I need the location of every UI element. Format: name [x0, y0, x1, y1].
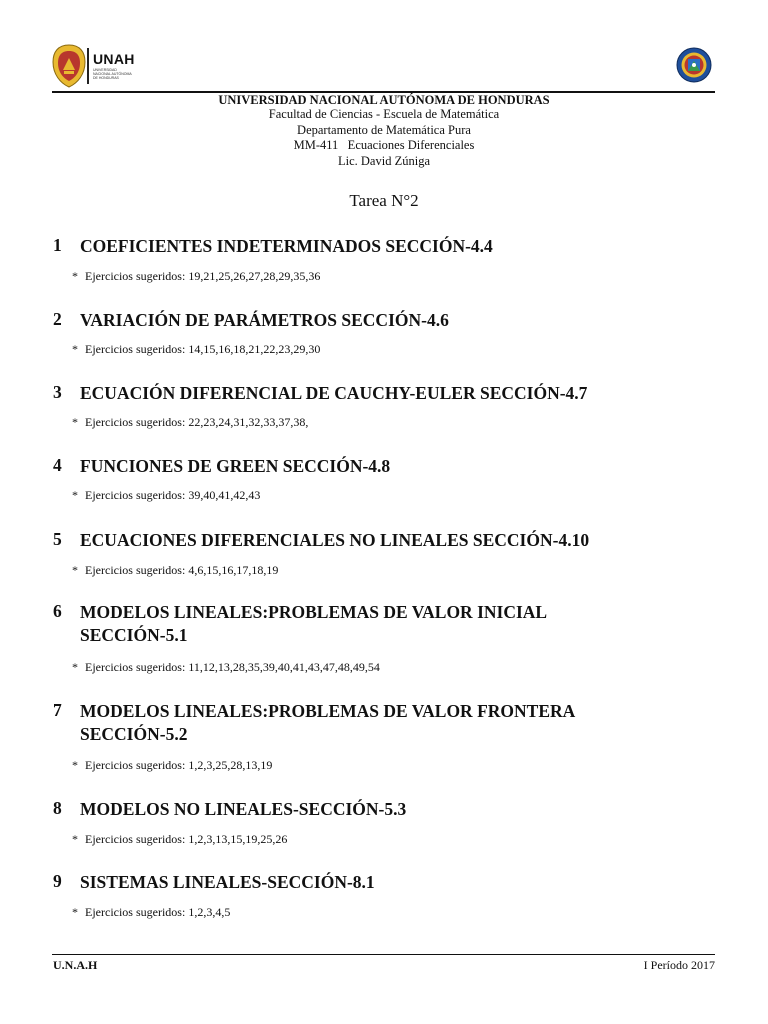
- exercise-line: [85, 758, 272, 773]
- section-title: MODELOS NO LINEALES-SECCIÓN-5.3: [80, 799, 407, 819]
- section-number: 2: [53, 309, 62, 329]
- section-number: 4: [53, 455, 62, 475]
- section-number: 7: [53, 700, 62, 720]
- exercise-bullet: *: [72, 758, 78, 772]
- exercise-label: Ejercicios sugeridos:: [85, 758, 186, 772]
- section-number: 1: [53, 235, 62, 255]
- exercise-list: 22,23,24,31,32,33,37,38,: [188, 415, 309, 429]
- exercise-line: [85, 269, 320, 284]
- exercise-line: [85, 415, 308, 430]
- exercise-list: 1,2,3,13,15,19,25,26: [188, 832, 288, 846]
- faculty-line: Facultad de Ciencias - Escuela de Matemática: [268, 107, 500, 121]
- exercise-list: 1,2,3,4,5: [188, 905, 231, 919]
- exercise-line: [85, 488, 260, 503]
- exercise-bullet: *: [72, 269, 78, 283]
- section-title-line: MODELOS LINEALES:PROBLEMAS DE VALOR INICIAL: [80, 602, 548, 622]
- exercise-label: Ejercicios sugeridos:: [85, 832, 186, 846]
- exercise-line: [85, 905, 230, 920]
- logo-subtext: UNIVERSIDAD NACIONAL AUTÓNOMA DE HONDURAS: [93, 68, 132, 80]
- section-number: 8: [53, 798, 62, 818]
- exercise-bullet: *: [72, 660, 78, 674]
- exercise-list: 4,6,15,16,17,18,19: [188, 563, 279, 577]
- department-line: Departamento de Matemática Pura: [297, 123, 471, 137]
- footer-right: I Período 2017: [643, 958, 715, 972]
- exercise-bullet: *: [72, 905, 78, 919]
- exercise-line: [85, 342, 320, 357]
- exercise-label: Ejercicios sugeridos:: [85, 905, 186, 919]
- course-line: MM-411 Ecuaciones Diferenciales: [293, 138, 475, 152]
- footer-left: U.N.A.H: [53, 958, 98, 972]
- section-title: ECUACIÓN DIFERENCIAL DE CAUCHY-EULER SECCIÓN-4.7: [80, 383, 588, 403]
- exercise-bullet: *: [72, 488, 78, 502]
- section-title-line: SECCIÓN-5.2: [80, 724, 188, 744]
- exercise-label: Ejercicios sugeridos:: [85, 269, 186, 283]
- exercise-label: Ejercicios sugeridos:: [85, 660, 186, 674]
- task-title: Tarea N°2: [349, 191, 419, 210]
- exercise-label: Ejercicios sugeridos:: [85, 563, 186, 577]
- section-title: SISTEMAS LINEALES-SECCIÓN-8.1: [80, 872, 375, 892]
- exercise-label: Ejercicios sugeridos:: [85, 342, 186, 356]
- section-title: [80, 601, 547, 647]
- section-number: 9: [53, 871, 62, 891]
- exercise-list: 14,15,16,18,21,22,23,29,30: [188, 342, 321, 356]
- section-title-line: MODELOS LINEALES:PROBLEMAS DE VALOR FRONTERA: [80, 701, 576, 721]
- exercise-list: 1,2,3,25,28,13,19: [188, 758, 273, 772]
- section-title: ECUACIONES DIFERENCIALES NO LINEALES SECCIÓN-4.10: [80, 530, 590, 550]
- exercise-bullet: *: [72, 832, 78, 846]
- exercise-list: 11,12,13,28,35,39,40,41,43,47,48,49,54: [188, 660, 380, 674]
- section-number: 5: [53, 529, 62, 549]
- exercise-list: 19,21,25,26,27,28,29,35,36: [188, 269, 321, 283]
- unah-shield-icon: [52, 44, 86, 88]
- footer-rule: [52, 954, 715, 955]
- exercise-bullet: *: [72, 415, 78, 429]
- section-title: COEFICIENTES INDETERMINADOS SECCIÓN-4.4: [80, 236, 493, 256]
- section-title: VARIACIÓN DE PARÁMETROS SECCIÓN-4.6: [80, 310, 449, 330]
- exercise-line: [85, 660, 380, 675]
- logo-text: UNAH: [93, 51, 135, 67]
- exercise-bullet: *: [72, 342, 78, 356]
- section-number: 6: [53, 601, 62, 621]
- section-number: 3: [53, 382, 62, 402]
- exercise-label: Ejercicios sugeridos:: [85, 488, 186, 502]
- logo-divider: [87, 48, 89, 84]
- exercise-bullet: *: [72, 563, 78, 577]
- instructor-line: Lic. David Zúniga: [338, 154, 430, 168]
- university-name: UNIVERSIDAD NACIONAL AUTÓNOMA DE HONDURAS: [218, 93, 550, 107]
- exercise-line: [85, 832, 287, 847]
- exercise-line: [85, 563, 278, 578]
- exercise-label: Ejercicios sugeridos:: [85, 415, 186, 429]
- section-title: [80, 700, 575, 746]
- section-title: FUNCIONES DE GREEN SECCIÓN-4.8: [80, 456, 391, 476]
- faculty-seal-icon: [676, 47, 712, 83]
- section-title-line: SECCIÓN-5.1: [80, 625, 188, 645]
- exercise-list: 39,40,41,42,43: [188, 488, 261, 502]
